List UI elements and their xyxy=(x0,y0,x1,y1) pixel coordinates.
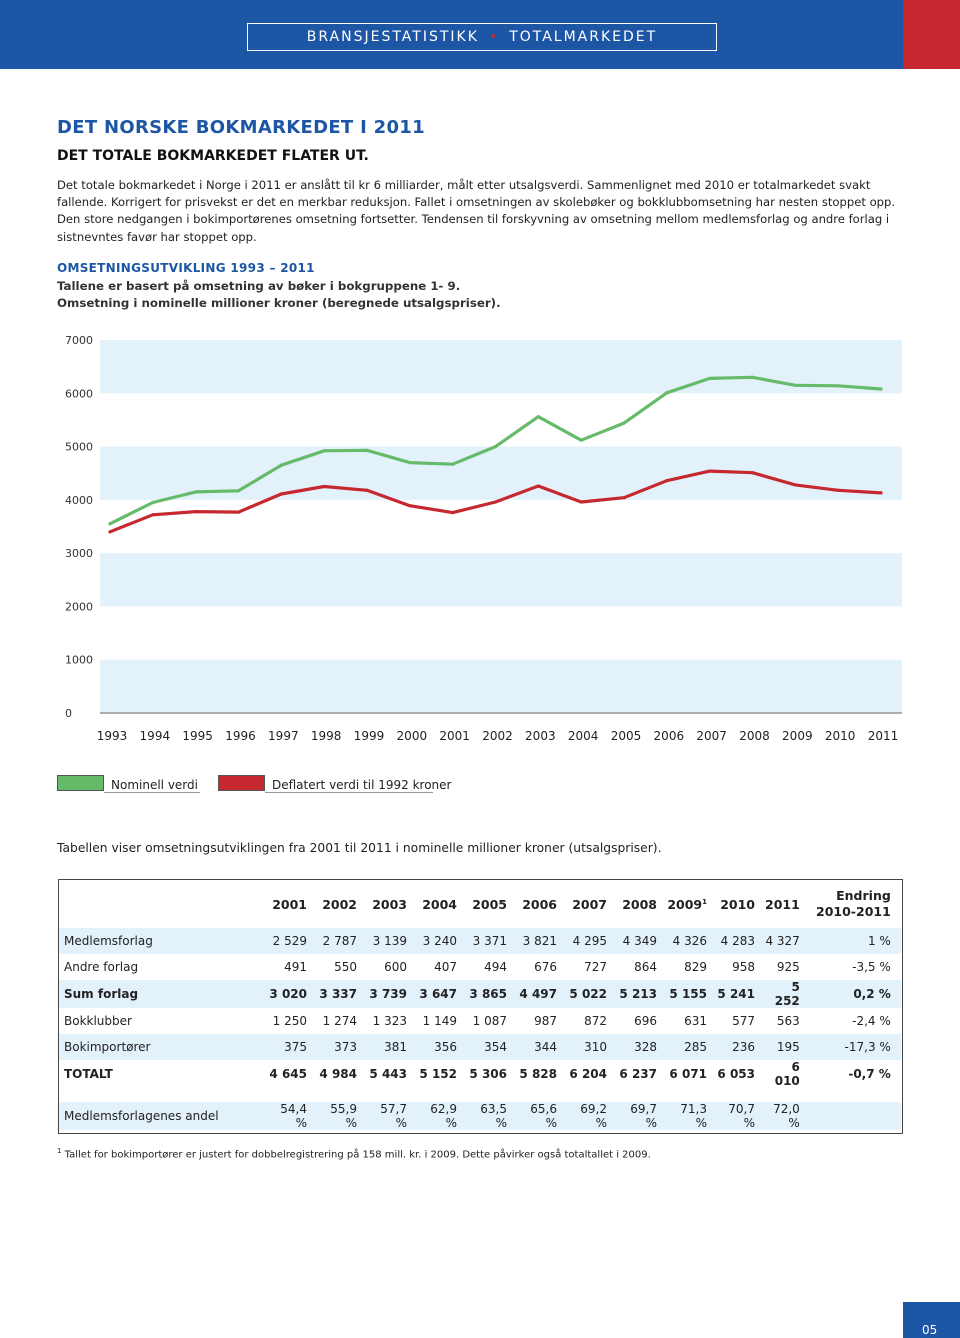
y-tick-label: 4000 xyxy=(65,493,93,507)
table-row xyxy=(59,928,901,954)
table-cell: 872 xyxy=(584,1014,607,1028)
data-point-deflated xyxy=(665,479,668,482)
table-cell: 69,2 % xyxy=(567,1102,617,1130)
header-separator: • xyxy=(488,29,500,45)
data-point-nominal xyxy=(580,439,583,442)
table-cell: 1 250 xyxy=(272,1014,307,1028)
data-point-nominal xyxy=(194,490,197,493)
footnote xyxy=(57,1147,651,1160)
data-point-deflated xyxy=(537,484,540,487)
table-cell: 5 443 xyxy=(369,1067,407,1081)
data-point-deflated xyxy=(879,491,882,494)
table-cell: 57,7 % xyxy=(367,1102,417,1130)
x-tick-label: 2001 xyxy=(439,729,470,743)
data-point-nominal xyxy=(108,522,111,525)
data-point-deflated xyxy=(837,489,840,492)
table-cell: 577 xyxy=(732,1014,755,1028)
x-tick-label: 2002 xyxy=(482,729,513,743)
table-cell: 6 204 xyxy=(569,1067,607,1081)
data-point-deflated xyxy=(494,500,497,503)
x-tick-label: 1995 xyxy=(182,729,213,743)
page-title: DET NORSKE BOKMARKEDET I 2011 xyxy=(57,117,425,138)
table-cell: 4 645 xyxy=(269,1067,307,1081)
table-header-year: 2007 xyxy=(572,896,607,912)
x-tick-label: 2010 xyxy=(824,729,856,743)
table-cell: 54,4 % xyxy=(267,1102,317,1130)
data-point-deflated xyxy=(622,496,625,499)
table-cell: 1 323 xyxy=(372,1014,407,1028)
table-cell: 6 010 xyxy=(774,1060,800,1088)
x-tick-label: 1994 xyxy=(139,729,171,743)
table-header-year: 2002 xyxy=(322,896,357,912)
table-cell: 65,6 % xyxy=(517,1102,567,1130)
table-cell: 1 087 xyxy=(472,1014,507,1028)
table-cell-change: -2,4 % xyxy=(852,1014,891,1028)
table-cell: 4 326 xyxy=(667,928,717,954)
footnote-mark: 1 xyxy=(57,1147,62,1155)
line-chart xyxy=(0,320,960,760)
header-subsection: TOTALMARKEDET xyxy=(509,29,658,45)
x-tick-label: 2004 xyxy=(567,729,599,743)
x-tick-label: 1998 xyxy=(310,729,342,743)
change-header-line1: Endring xyxy=(836,888,891,903)
table-cell: 3 371 xyxy=(467,928,517,954)
data-point-deflated xyxy=(708,469,711,472)
data-point-deflated xyxy=(751,471,754,474)
data-point-nominal xyxy=(879,387,882,390)
table-header-change xyxy=(810,880,901,928)
table-header-label xyxy=(59,880,267,928)
table-cell: 3 240 xyxy=(417,928,467,954)
data-point-nominal xyxy=(237,489,240,492)
table-cell: 550 xyxy=(334,960,357,974)
table-spacer-row xyxy=(59,1088,901,1102)
table-cell: 381 xyxy=(367,1034,417,1060)
header-section: BRANSJESTATISTIKK xyxy=(306,29,479,45)
legend-underline-nominal xyxy=(104,792,200,793)
table-cell: 310 xyxy=(567,1034,617,1060)
table-cell: 354 xyxy=(467,1034,517,1060)
data-point-nominal xyxy=(494,445,497,448)
chart-note-2: Omsetning i nominelle millioner kroner (beregnede utsalgspriser). xyxy=(57,296,501,310)
chart-band xyxy=(100,660,902,713)
table-header-year: 2004 xyxy=(422,896,457,912)
table-cell: 5 306 xyxy=(469,1067,507,1081)
table-cell: 987 xyxy=(534,1014,557,1028)
header-accent xyxy=(903,0,960,69)
table-cell: 55,9 % xyxy=(317,1102,367,1130)
data-point-nominal xyxy=(751,376,754,379)
table-row-share xyxy=(59,1102,901,1130)
table-cell: 344 xyxy=(517,1034,567,1060)
table-cell: 71,3 % xyxy=(667,1102,717,1130)
page-subtitle: DET TOTALE BOKMARKEDET FLATER UT. xyxy=(57,148,369,164)
data-point-nominal xyxy=(323,449,326,452)
table-cell: 62,9 % xyxy=(417,1102,467,1130)
y-tick-label: 3000 xyxy=(65,547,93,561)
data-point-deflated xyxy=(408,504,411,507)
table-header-year: 2001 xyxy=(272,896,307,912)
data-point-deflated xyxy=(451,511,454,514)
table-cell: 373 xyxy=(317,1034,367,1060)
table-row xyxy=(59,1060,901,1088)
table-row-label: Sum forlag xyxy=(59,980,267,1008)
table-cell: 3 821 xyxy=(517,928,567,954)
table-cell: 375 xyxy=(267,1034,317,1060)
table-row xyxy=(59,1034,901,1060)
table-cell: 236 xyxy=(717,1034,765,1060)
x-tick-label: 2006 xyxy=(653,729,685,743)
table-cell-change: 1 % xyxy=(810,928,901,954)
y-tick-label: 5000 xyxy=(65,440,93,454)
table-header-year: 2006 xyxy=(522,896,557,912)
table-cell: 5 241 xyxy=(717,980,765,1008)
table-cell: 4 984 xyxy=(319,1067,357,1081)
table-header-year xyxy=(617,880,667,928)
table-cell: 5 213 xyxy=(617,980,667,1008)
table-cell: 829 xyxy=(684,960,707,974)
legend-swatch-nominal xyxy=(57,775,104,791)
table-cell-change: 0,2 % xyxy=(810,980,901,1008)
table-cell: 6 053 xyxy=(717,1067,755,1081)
table-cell: 563 xyxy=(776,1014,800,1028)
change-header-line2: 2010-2011 xyxy=(816,904,891,919)
table-row xyxy=(59,980,901,1008)
table-cell: 3 865 xyxy=(467,980,517,1008)
table-cell: 5 828 xyxy=(519,1067,557,1081)
table-cell: 5 152 xyxy=(419,1067,457,1081)
x-tick-label: 2008 xyxy=(739,729,770,743)
table-cell: 285 xyxy=(667,1034,717,1060)
sales-table xyxy=(59,880,901,1130)
table-cell: 3 739 xyxy=(367,980,417,1008)
table-cell: 6 237 xyxy=(619,1067,657,1081)
table-header-row xyxy=(59,880,901,928)
table-cell: 4 327 xyxy=(765,928,810,954)
table-row-label: Medlemsforlagenes andel xyxy=(59,1102,267,1130)
table-cell-change: -17,3 % xyxy=(810,1034,901,1060)
table-header-year-text: 2008 xyxy=(622,896,657,912)
table-cell: 631 xyxy=(684,1014,707,1028)
table-header-year: 2005 xyxy=(472,896,507,912)
x-tick-label: 2003 xyxy=(525,729,556,743)
table-cell: 4 349 xyxy=(617,928,667,954)
legend-swatch-deflated xyxy=(218,775,265,791)
table-cell: 5 155 xyxy=(667,980,717,1008)
table-row xyxy=(59,1008,901,1034)
table-cell-change: -0,7 % xyxy=(848,1067,891,1081)
data-point-deflated xyxy=(237,511,240,514)
chart-band xyxy=(100,553,902,606)
data-point-deflated xyxy=(151,513,154,516)
table-header-year xyxy=(667,880,717,928)
x-tick-label: 1997 xyxy=(268,729,299,743)
table-spacer xyxy=(59,1088,901,1102)
table-cell: 3 647 xyxy=(417,980,467,1008)
table-cell: 4 497 xyxy=(517,980,567,1008)
y-tick-label: 6000 xyxy=(65,387,93,401)
table-cell: 2 529 xyxy=(267,928,317,954)
x-tick-label: 2009 xyxy=(782,729,813,743)
table-cell: 696 xyxy=(634,1014,657,1028)
x-tick-label: 1999 xyxy=(353,729,385,743)
table-cell: 328 xyxy=(617,1034,667,1060)
table-cell: 958 xyxy=(732,960,755,974)
x-tick-label: 2005 xyxy=(610,729,642,743)
table-header-year: 2011 xyxy=(765,896,800,912)
x-tick-label: 2011 xyxy=(867,729,899,743)
table-header-year: 2010 xyxy=(720,896,755,912)
data-point-deflated xyxy=(365,489,368,492)
x-tick-label: 2000 xyxy=(396,729,428,743)
table-cell: 70,7 % xyxy=(717,1102,765,1130)
table-cell: 69,7 % xyxy=(617,1102,667,1130)
chart-band xyxy=(100,340,902,393)
data-point-deflated xyxy=(794,483,797,486)
table-cell: 3 020 xyxy=(267,980,317,1008)
header-label xyxy=(247,23,717,51)
x-tick-label: 1993 xyxy=(96,729,128,743)
y-tick-label: 1000 xyxy=(65,653,93,667)
footnote-text: Tallet for bokimportører er justert for dobbelregistrering på 158 mill. kr. i 2009. Dette påvirker også totaltallet i 2009. xyxy=(64,1149,651,1161)
x-tick-label: 2007 xyxy=(696,729,727,743)
page-number: 05 xyxy=(922,1323,938,1337)
table-cell: 6 071 xyxy=(669,1067,707,1081)
table-cell: 1 274 xyxy=(322,1014,357,1028)
table-row-label: Andre forlag xyxy=(64,960,139,974)
table-cell: 727 xyxy=(584,960,607,974)
table-header-year: 2003 xyxy=(372,896,407,912)
table-cell-change xyxy=(810,1102,901,1130)
table-cell-change: -3,5 % xyxy=(852,960,891,974)
table-cell: 407 xyxy=(434,960,457,974)
table-cell: 3 139 xyxy=(367,928,417,954)
table-row-label: Bokimportører xyxy=(59,1034,267,1060)
table-row xyxy=(59,954,901,980)
chart-note-1: Tallene er basert på omsetning av bøker i bokgruppene 1- 9. xyxy=(57,279,461,293)
data-point-nominal xyxy=(794,384,797,387)
table-cell: 72,0 % xyxy=(765,1102,810,1130)
sales-table-frame xyxy=(58,879,903,1134)
data-point-deflated xyxy=(323,485,326,488)
data-point-nominal xyxy=(451,463,454,466)
table-cell: 356 xyxy=(417,1034,467,1060)
data-point-deflated xyxy=(280,492,283,495)
chart-section-title: OMSETNINGSUTVIKLING 1993 – 2011 xyxy=(57,261,315,275)
table-cell: 4 295 xyxy=(567,928,617,954)
table-cell: 1 149 xyxy=(422,1014,457,1028)
legend-underline-deflated xyxy=(265,792,433,793)
legend-label-deflated: Deflatert verdi til 1992 kroner xyxy=(272,778,452,792)
data-point-nominal xyxy=(408,461,411,464)
data-point-nominal xyxy=(151,501,154,504)
y-tick-label: 0 xyxy=(65,707,72,720)
data-point-nominal xyxy=(365,449,368,452)
data-point-nominal xyxy=(708,377,711,380)
data-point-deflated xyxy=(108,530,111,533)
table-row-label: Medlemsforlag xyxy=(59,928,267,954)
intro-paragraph: Det totale bokmarkedet i Norge i 2011 er anslått til kr 6 milliarder, målt etter utsalgsverdi. Sammenlignet med 2010 er totalmarkedet svakt fallende. Korrigert for prisvekst er det en merkbar reduksjon. Fallet i omsetningen av skolebøker og bokklubbomsetning har nesten stoppet opp. Den store nedgangen i bokimportørenes omsetning fortsetter. Tendensen til forskyvning av omsetning mellom medlemsforlag og andre forlag i sistnevntes favør har stoppet opp. xyxy=(57,178,896,244)
table-cell: 600 xyxy=(384,960,407,974)
table-cell: 2 787 xyxy=(317,928,367,954)
table-cell: 491 xyxy=(284,960,307,974)
table-cell: 63,5 % xyxy=(467,1102,517,1130)
table-row-label: TOTALT xyxy=(64,1067,113,1081)
data-point-nominal xyxy=(622,422,625,425)
table-header-year-text: 2009 xyxy=(667,896,703,912)
data-point-nominal xyxy=(837,384,840,387)
table-cell: 195 xyxy=(765,1034,810,1060)
data-point-nominal xyxy=(537,415,540,418)
legend-label-nominal: Nominell verdi xyxy=(111,778,198,792)
table-cell: 5 252 xyxy=(765,980,810,1008)
data-point-deflated xyxy=(580,500,583,503)
table-caption: Tabellen viser omsetningsutviklingen fra 2001 til 2011 i nominelle millioner kroner (utsalgspriser). xyxy=(57,841,662,855)
x-tick-label: 1996 xyxy=(225,729,256,743)
footnote-marker: 1 xyxy=(702,897,707,906)
table-cell: 494 xyxy=(484,960,507,974)
y-tick-label: 2000 xyxy=(65,600,93,614)
data-point-nominal xyxy=(280,464,283,467)
y-tick-label: 7000 xyxy=(65,334,93,347)
table-cell: 676 xyxy=(534,960,557,974)
table-cell: 864 xyxy=(634,960,657,974)
table-cell: 5 022 xyxy=(567,980,617,1008)
table-cell: 4 283 xyxy=(717,928,765,954)
table-row-label: Bokklubber xyxy=(64,1014,132,1028)
table-cell: 3 337 xyxy=(317,980,367,1008)
data-point-deflated xyxy=(194,510,197,513)
table-cell: 925 xyxy=(776,960,800,974)
data-point-nominal xyxy=(665,391,668,394)
